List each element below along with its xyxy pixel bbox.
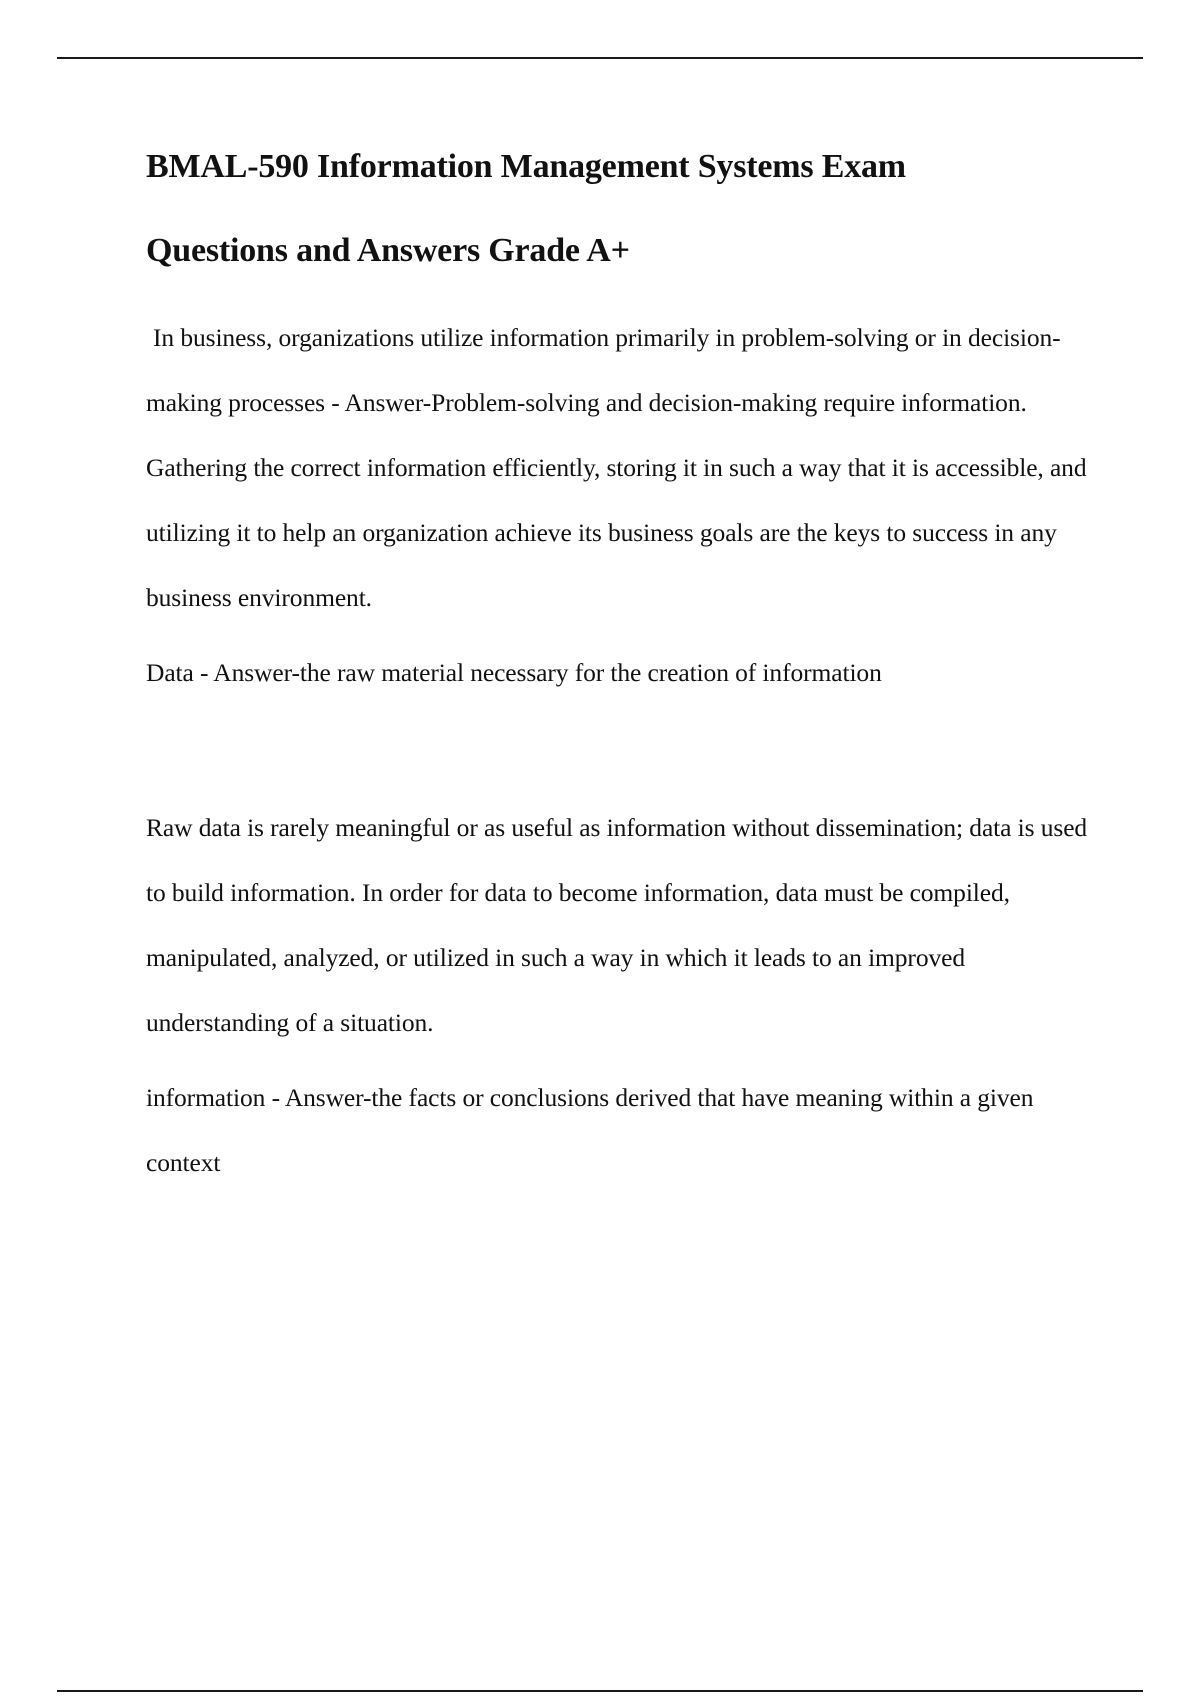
document-title bbox=[146, 125, 1106, 293]
paragraph-data-definition: Data - Answer-the raw material necessary for the creation of information bbox=[146, 658, 882, 687]
footer-rule bbox=[57, 1690, 1143, 1692]
paragraph-business-information: In business, organizations utilize information primarily in problem-solving or in decision-making processes - Answer-Problem-solving and decision-making require information. Gathering the correct information efficiently, storing it in such a way that it is accessible, and utilizing it to help an organization achieve its business goals are the keys to success in any business environment. bbox=[146, 323, 1087, 612]
paragraph-information-definition: information - Answer-the facts or conclusions derived that have meaning within a given context bbox=[146, 1083, 1034, 1177]
paragraph-raw-data: Raw data is rarely meaningful or as useful as information without dissemination; data is used to build information. In order for data to become information, data must be compiled, manipulated, analyzed, or utilized in such a way in which it leads to an improved understanding of a situation. bbox=[146, 813, 1088, 1037]
header-rule bbox=[57, 57, 1143, 59]
title-line-2: Questions and Answers Grade A+ bbox=[146, 232, 630, 269]
title-line-1: BMAL-590 Information Management Systems Exam bbox=[146, 148, 906, 185]
document-content bbox=[146, 125, 1106, 1205]
paragraph-gap bbox=[146, 715, 1106, 795]
